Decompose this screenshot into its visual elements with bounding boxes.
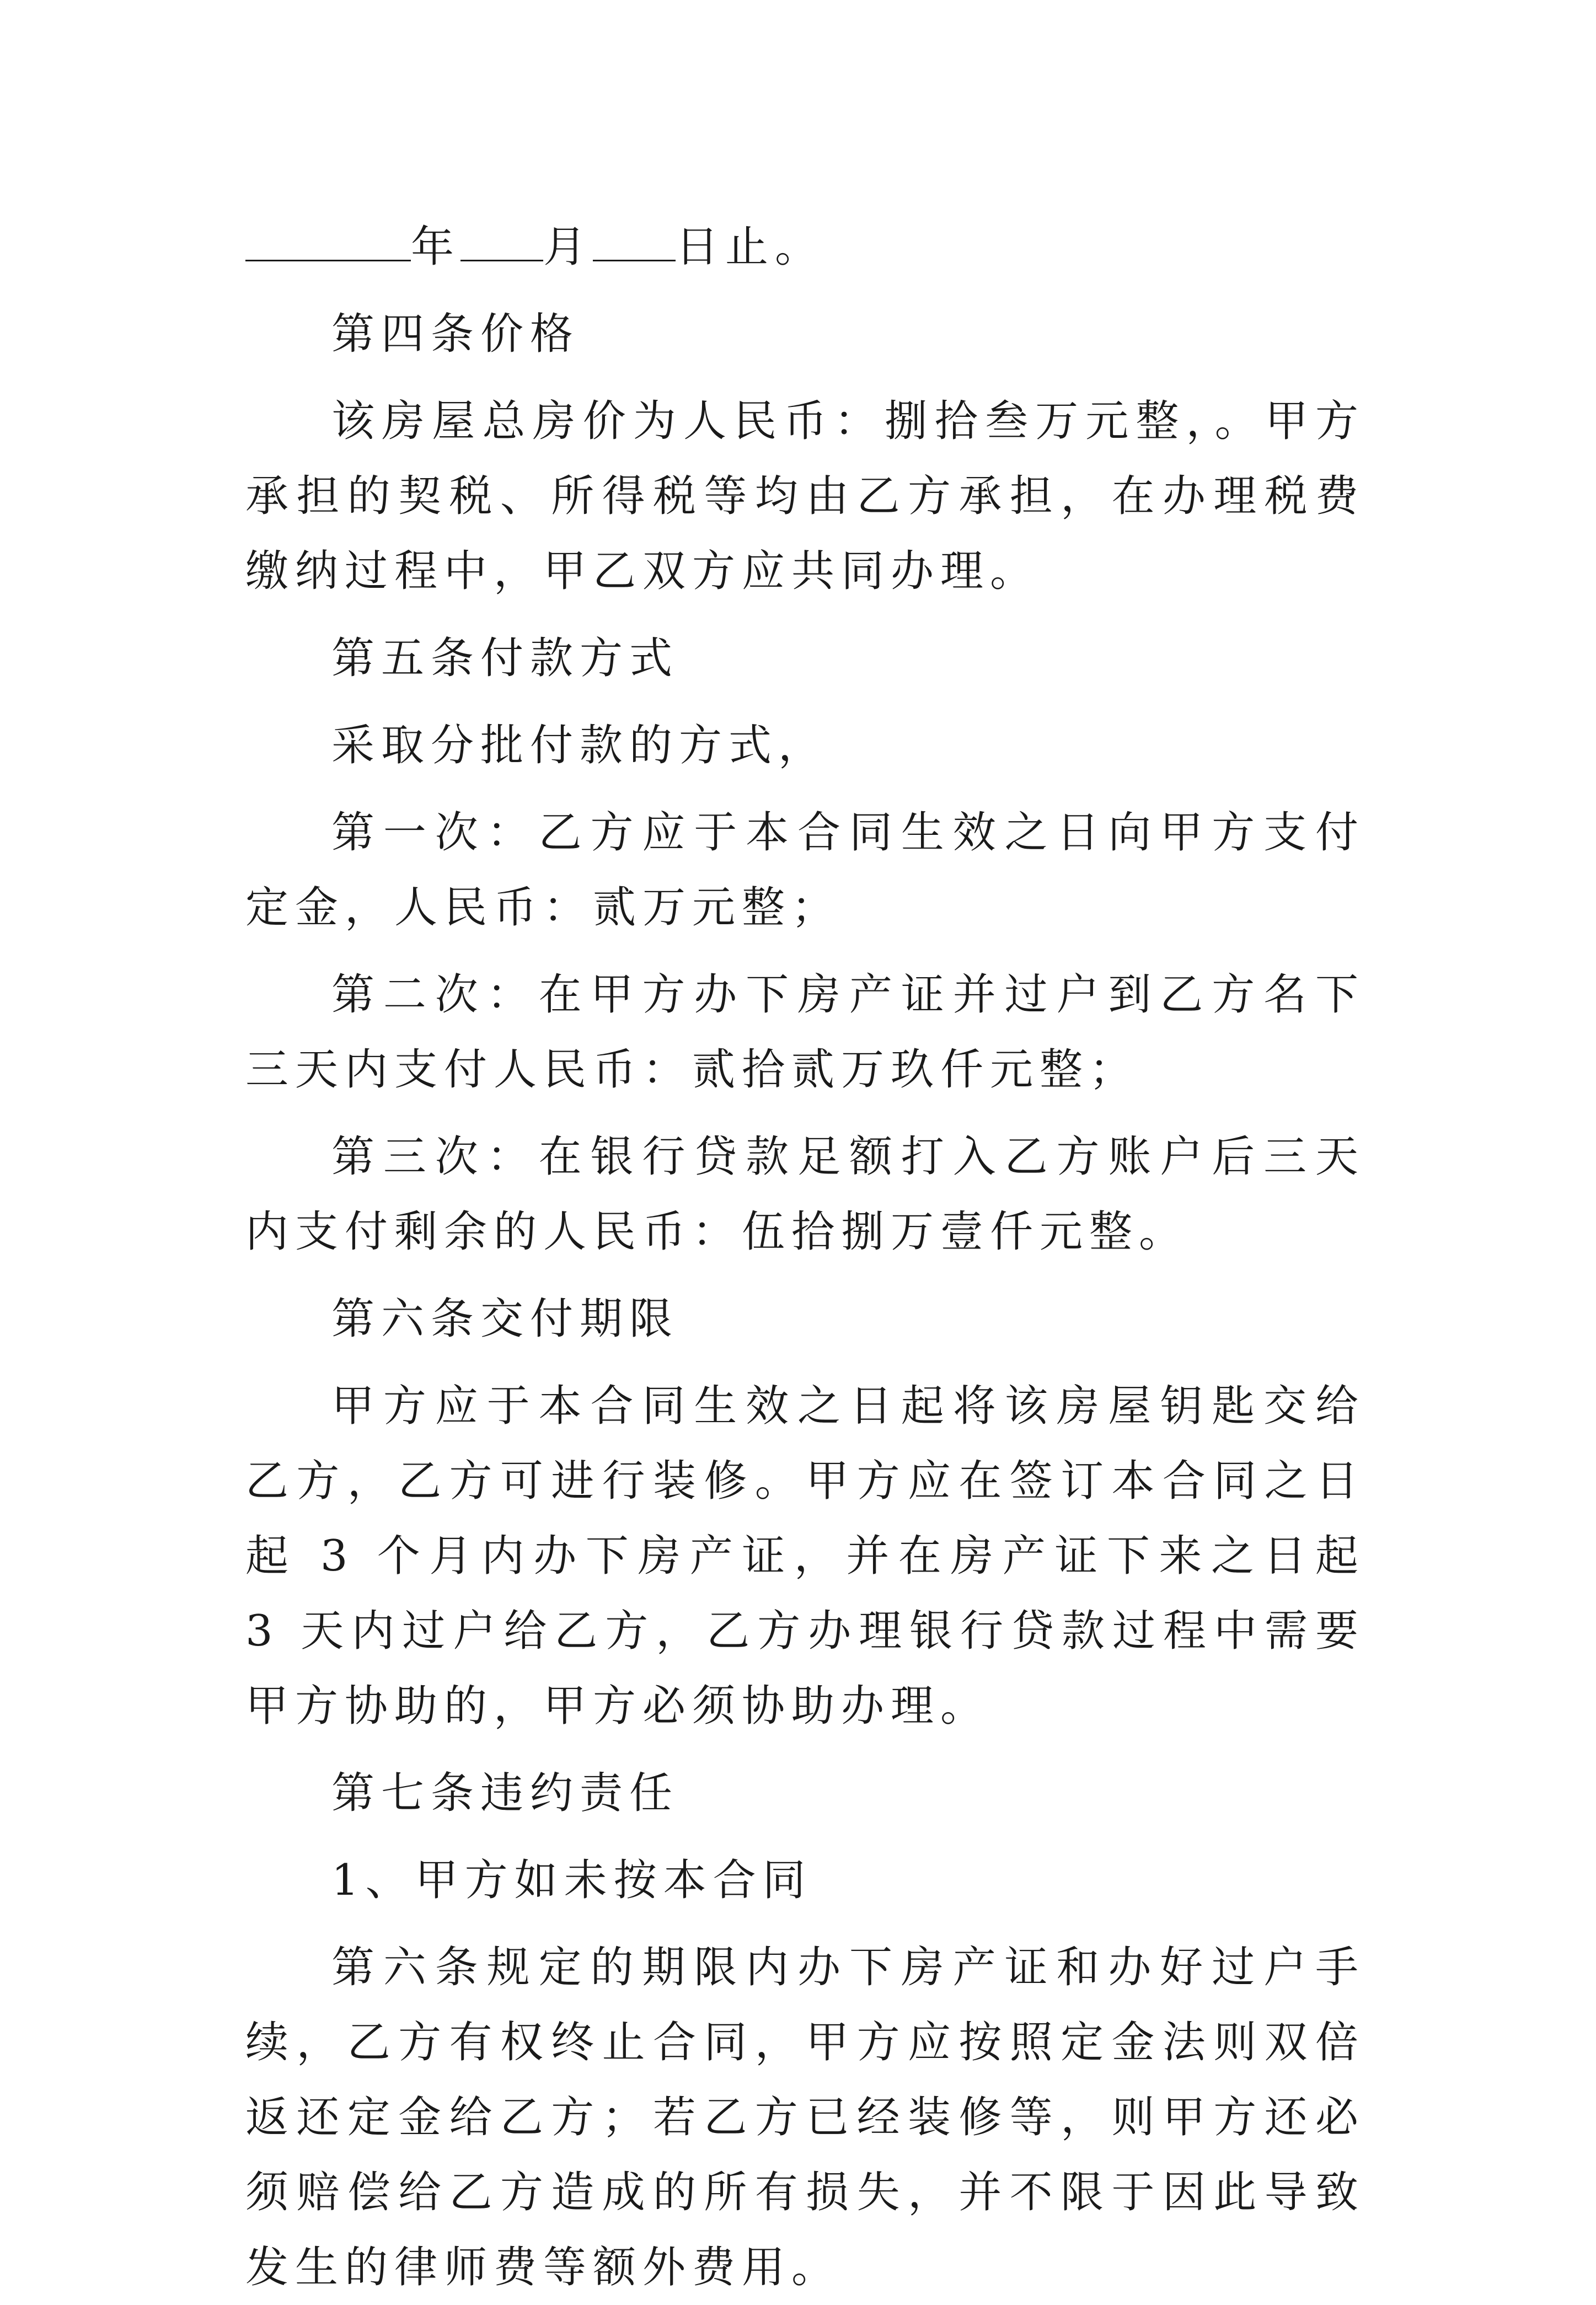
year-blank: [245, 221, 411, 261]
article-7-heading: 第七条违约责任: [331, 1768, 679, 1818]
year-label: 年: [411, 222, 461, 272]
third-payment-paragraph: 第三次：在银行贷款足额打入乙方账户后三天内支付剩余的人民币：伍拾捌万壹仟元整。: [245, 1132, 1365, 1257]
day-label: 日止。: [676, 222, 825, 272]
article-6-heading: 第六条交付期限: [331, 1294, 679, 1344]
month-blank: [460, 221, 543, 261]
date-line: [245, 210, 1365, 285]
day-blank: [593, 221, 676, 261]
delivery-term-paragraph: 甲方应于本合同生效之日起将该房屋钥匙交给乙方，乙方可进行装修。甲方应在签订本合同之日起 3 个月内办下房产证，并在房产证下来之日起 3 天内过户给乙方，乙方办理银行贷款过程中需要甲方协助的，甲方必须协助办理。: [245, 1381, 1365, 1731]
payment-method-paragraph: 采取分批付款的方式，: [331, 721, 828, 770]
breach-details-paragraph: 第六条规定的期限内办下房产证和办好过户手续，乙方有权终止合同，甲方应按照定金法则双倍返还定金给乙方；若乙方已经装修等，则甲方还必须赔偿给乙方造成的所有损失，并不限于因此导致发生的律师费等额外费用。: [245, 1943, 1365, 2292]
breach-item-1-paragraph: 1、甲方如未按本合同: [331, 1856, 812, 1905]
second-payment-paragraph: 第二次：在甲方办下房产证并过户到乙方名下三天内支付人民币：贰拾贰万玖仟元整；: [245, 970, 1365, 1095]
article-5-heading: 第五条付款方式: [331, 634, 679, 683]
article-4-heading: 第四条价格: [331, 309, 580, 359]
article-4-price-paragraph: 该房屋总房价为人民币：捌拾叁万元整，。甲方承担的契税、所得税等均由乙方承担，在办理税费缴纳过程中，甲乙双方应共同办理。: [245, 396, 1365, 596]
document-body: [245, 210, 1365, 2305]
first-payment-paragraph: 第一次：乙方应于本合同生效之日向甲方支付定金，人民币：贰万元整；: [245, 808, 1365, 932]
month-label: 月: [543, 222, 593, 272]
